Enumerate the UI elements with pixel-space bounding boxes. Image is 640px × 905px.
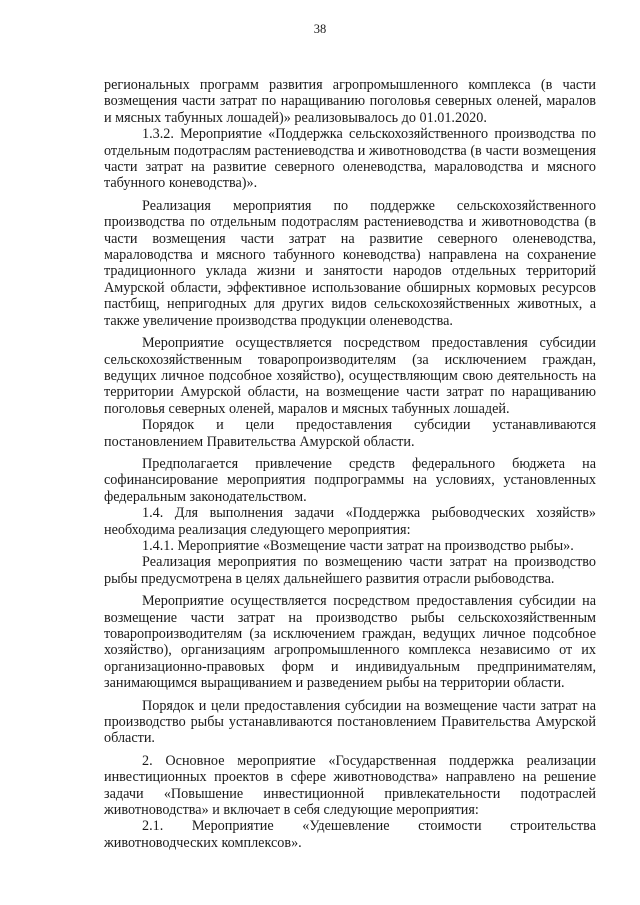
paragraph-11: Порядок и цели предоставления субсидии на возмещение части затрат на производство рыбы устанавливаются постановлением Правительства Амурской области. [104,697,596,747]
paragraph-7: 1.4. Для выполнения задачи «Поддержка рыбоводческих хозяйств» необходима реализация следующего мероприятия: [104,505,596,538]
paragraph-4: Мероприятие осуществляется посредством предоставления субсидии сельскохозяйственным товаропроизводителям (за исключением граждан, ведущих личное подсобное хозяйство), осуществляющим свою деятельность на территории Амурской области, на возмещение части затрат по наращиванию поголовья северных оленей, маралов и мясных табунных лошадей. [104,335,596,417]
paragraph-3: Реализация мероприятия по поддержке сельскохозяйственного производства по отдельным подотраслям растениеводства и животноводства (в части возмещения части затрат на развитие северного оленеводства, мараловодства и мясного табунного коневодства) направлена на сохранение традиционного уклада жизни и занятости народов отдельных территорий Амурской области, эффективное использование обширных кормовых ресурсов пастбищ, непригодных для других видов сельскохозяйственных животных, а также увеличение производства продукции оленеводства. [104,197,596,329]
paragraph-10: Мероприятие осуществляется посредством предоставления субсидии на возмещение части затрат на производство рыбы сельскохозяйственным товаропроизводителям (за исключением граждан, ведущих личное подсобное хозяйство), организациям агропромышленного комплекса независимо от их организационно-правовых форм и индивидуальным предпринимателям, занимающимся выращиванием и разведением рыбы на территории области. [104,593,596,692]
paragraph-1: региональных программ развития агропромышленного комплекса (в части возмещения части затрат по наращиванию поголовья северных оленей, маралов и мясных табунных лошадей)» реализовывалось до 01.01.2020. [104,77,596,126]
paragraph-12: 2. Основное мероприятие «Государственная поддержка реализации инвестиционных проектов в сфере животноводства» направлено на решение задачи «Повышение инвестиционной привлекательности подотраслей животноводства» и включает в себя следующие мероприятия: [104,752,596,819]
paragraph-9: Реализация мероприятия по возмещению части затрат на производство рыбы предусмотрена в целях дальнейшего развития отрасли рыбоводства. [104,554,596,587]
page-number: 38 [313,22,327,36]
paragraph-6: Предполагается привлечение средств федерального бюджета на софинансирование мероприятия подпрограммы на условиях, установленных федеральным законодательством. [104,455,596,505]
paragraph-8: 1.4.1. Мероприятие «Возмещение части затрат на производство рыбы». [142,537,574,554]
document-body [104,77,596,851]
paragraph-13: 2.1. Мероприятие «Удешевление стоимости строительства животноводческих комплексов». [104,818,596,851]
paragraph-2: 1.3.2. Мероприятие «Поддержка сельскохозяйственного производства по отдельным подотраслям растениеводства и животноводства (в части возмещения части затрат на развитие северного оленеводства, мараловодства и мясного табунного коневодства)». [104,126,596,192]
paragraph-5: Порядок и цели предоставления субсидии устанавливаются постановлением Правительства Амурской области. [104,417,596,450]
